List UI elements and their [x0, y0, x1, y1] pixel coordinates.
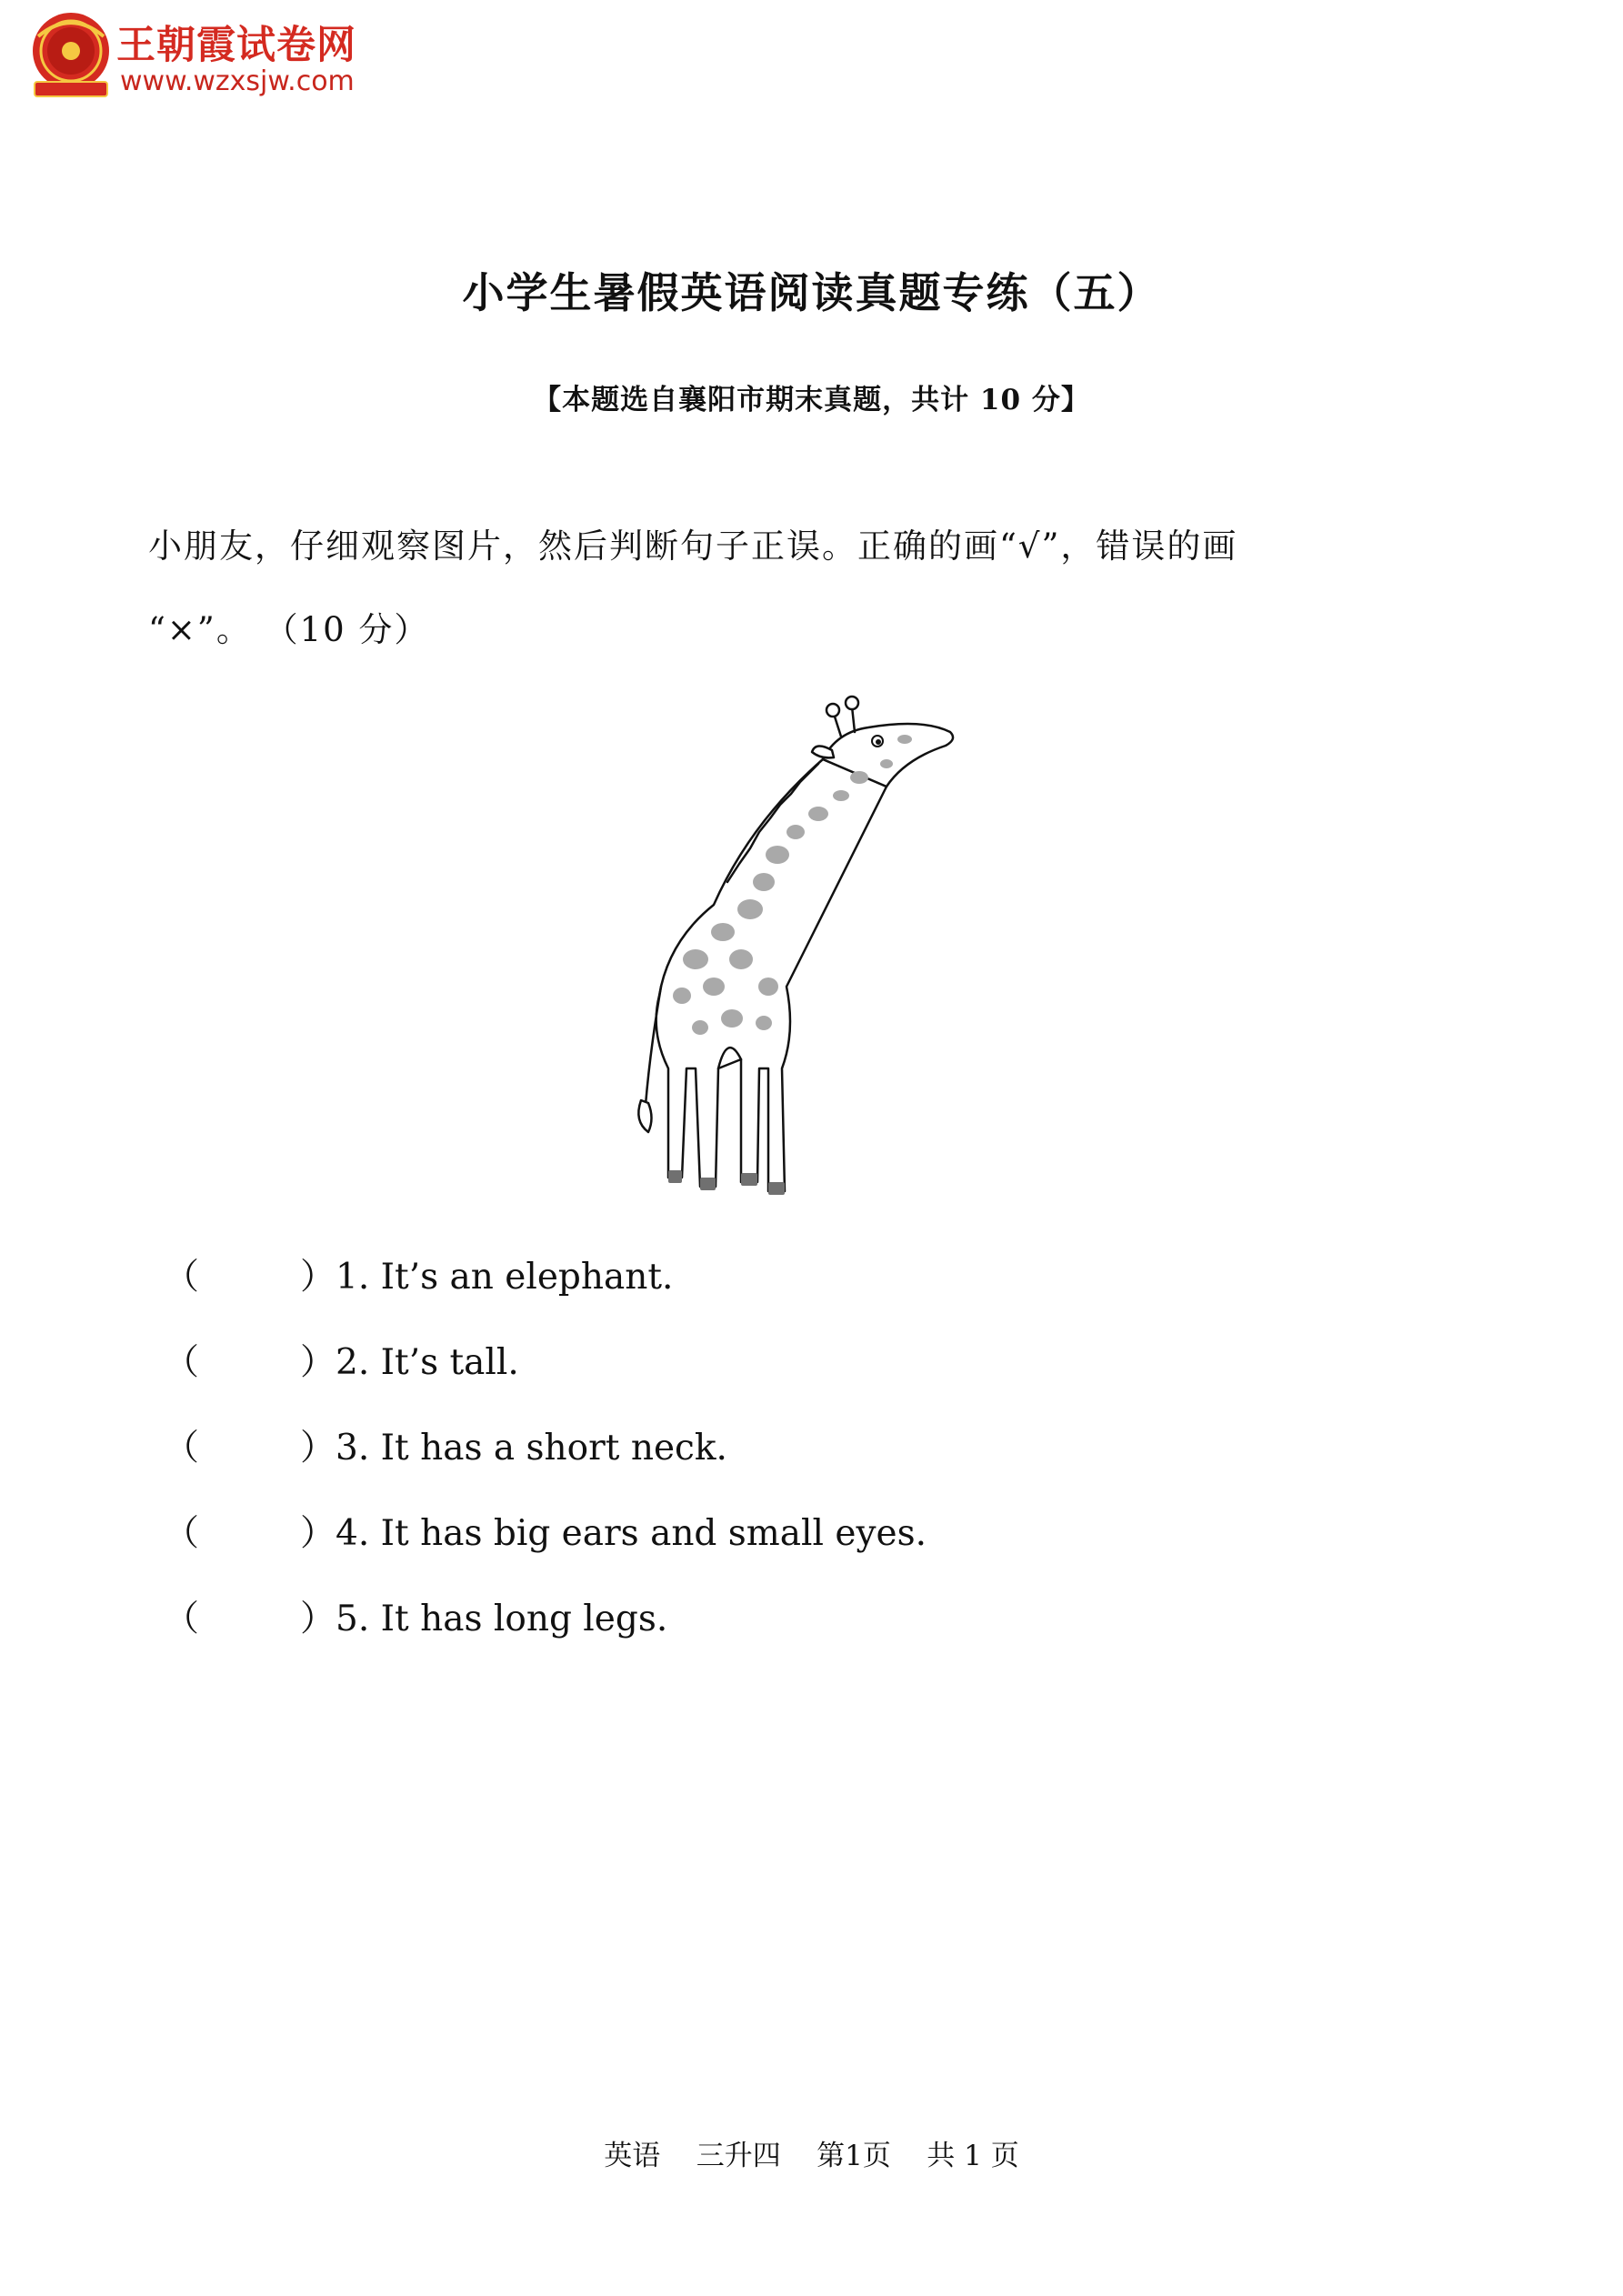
question-3	[164, 1419, 727, 1470]
answer-blank-open[interactable]: （	[164, 1257, 200, 1298]
instruction-line-2: “×”。 （10 分）	[148, 610, 430, 649]
answer-blank-open[interactable]: （	[164, 1513, 200, 1554]
site-header	[25, 9, 407, 105]
page-title: 小学生暑假英语阅读真题专练（五）	[462, 268, 1161, 317]
question-5	[164, 1590, 667, 1641]
answer-blank-open[interactable]: （	[164, 1342, 200, 1383]
question-text: 1. It’s an elephant.	[336, 1257, 674, 1298]
answer-blank-close: ）	[300, 1513, 336, 1554]
giraffe-illustration-icon	[614, 687, 1014, 1214]
question-text: 2. It’s tall.	[336, 1342, 519, 1383]
answer-blank-close: ）	[300, 1257, 336, 1298]
brand-name: 王朝霞试卷网	[116, 23, 356, 68]
question-1	[164, 1248, 673, 1299]
answer-blank-close: ）	[300, 1599, 336, 1639]
answer-blank-open[interactable]: （	[164, 1428, 200, 1469]
page-subtitle: 【本题选自襄阳市期末真题，共计 10 分】	[533, 384, 1090, 416]
question-text: 4. It has big ears and small eyes.	[336, 1513, 927, 1554]
brand-url: www.wzxsjw.com	[120, 65, 355, 97]
answer-blank-close: ）	[300, 1428, 336, 1469]
answer-blank-close: ）	[300, 1342, 336, 1383]
instruction-line-1: 小朋友，仔细观察图片，然后判断句子正误。正确的画“√”，错误的画	[148, 526, 1238, 566]
logo-seal-icon	[25, 9, 116, 105]
question-text: 3. It has a short neck.	[336, 1428, 727, 1469]
question-4	[164, 1505, 927, 1556]
question-2	[164, 1334, 519, 1385]
page-footer: 英语 三升四 第1页 共 1 页	[604, 2140, 1019, 2172]
question-text: 5. It has long legs.	[336, 1599, 668, 1639]
answer-blank-open[interactable]: （	[164, 1599, 200, 1639]
